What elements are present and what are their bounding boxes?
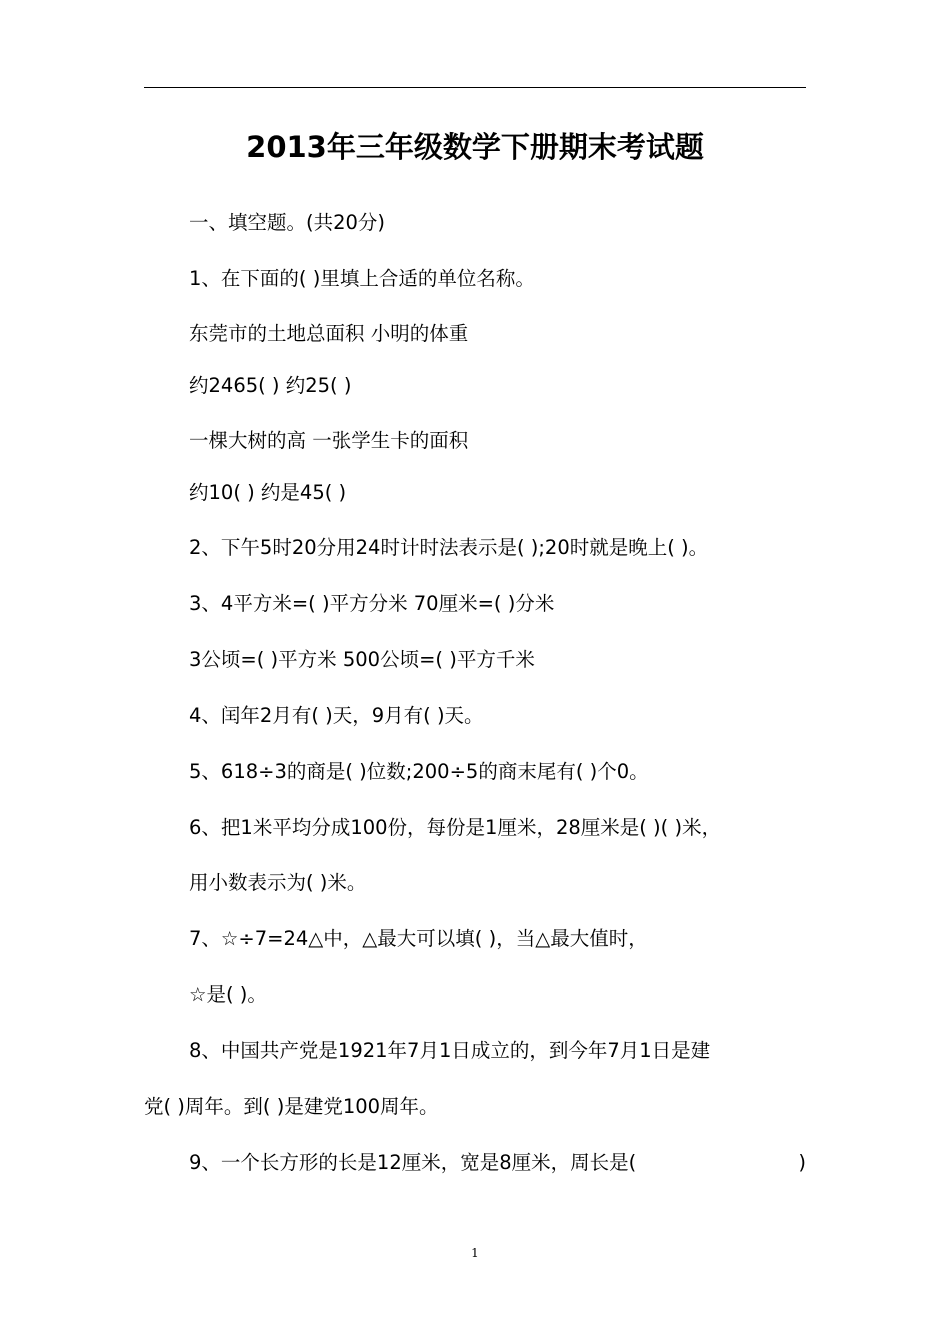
question-9-close-paren: )	[798, 1151, 806, 1174]
question-7-line-2: ☆是( )。	[189, 983, 267, 1006]
question-6-line-1: 6、把1米平均分成100份，每份是1厘米，28厘米是( )( )米，	[189, 816, 722, 839]
question-1-labels-a: 东莞市的土地总面积 小明的体重	[189, 322, 469, 345]
question-1-labels-b: 一棵大树的高 一张学生卡的面积	[189, 429, 469, 452]
question-1-blanks-b: 约10( ) 约是45( )	[189, 481, 347, 504]
question-4: 4、闰年2月有( )天，9月有( )天。	[189, 704, 484, 727]
question-9	[144, 1148, 806, 1178]
question-1: 1、在下面的( )里填上合适的单位名称。	[189, 267, 535, 290]
document-title: 2013年三年级数学下册期末考试题	[246, 130, 704, 164]
question-7-line-1: 7、☆÷7=24△中，△最大可以填( )，当△最大值时，	[189, 927, 648, 950]
question-5: 5、618÷3的商是( )位数;200÷5的商末尾有( )个0。	[189, 760, 649, 783]
question-6-line-2: 用小数表示为( )米。	[189, 871, 367, 894]
header-rule	[144, 87, 806, 88]
question-9-text: 9、一个长方形的长是12厘米，宽是8厘米，周长是(	[189, 1151, 637, 1174]
question-8-line-2: 党( )周年。到( )是建党100周年。	[144, 1095, 439, 1118]
question-8-line-1: 8、中国共产党是1921年7月1日成立的，到今年7月1日是建	[189, 1039, 711, 1062]
question-1-blanks-a: 约2465( ) 约25( )	[189, 374, 352, 397]
question-2: 2、下午5时20分用24时计时法表示是( );20时就是晚上( )。	[189, 536, 709, 559]
question-3-line-1: 3、4平方米=( )平方分米 70厘米=( )分米	[189, 592, 555, 615]
section-heading-fill-in-blanks: 一、填空题。(共20分)	[189, 211, 386, 234]
page-number: 1	[471, 1246, 479, 1260]
question-3-line-2: 3公顷=( )平方米 500公顷=( )平方千米	[189, 648, 535, 671]
